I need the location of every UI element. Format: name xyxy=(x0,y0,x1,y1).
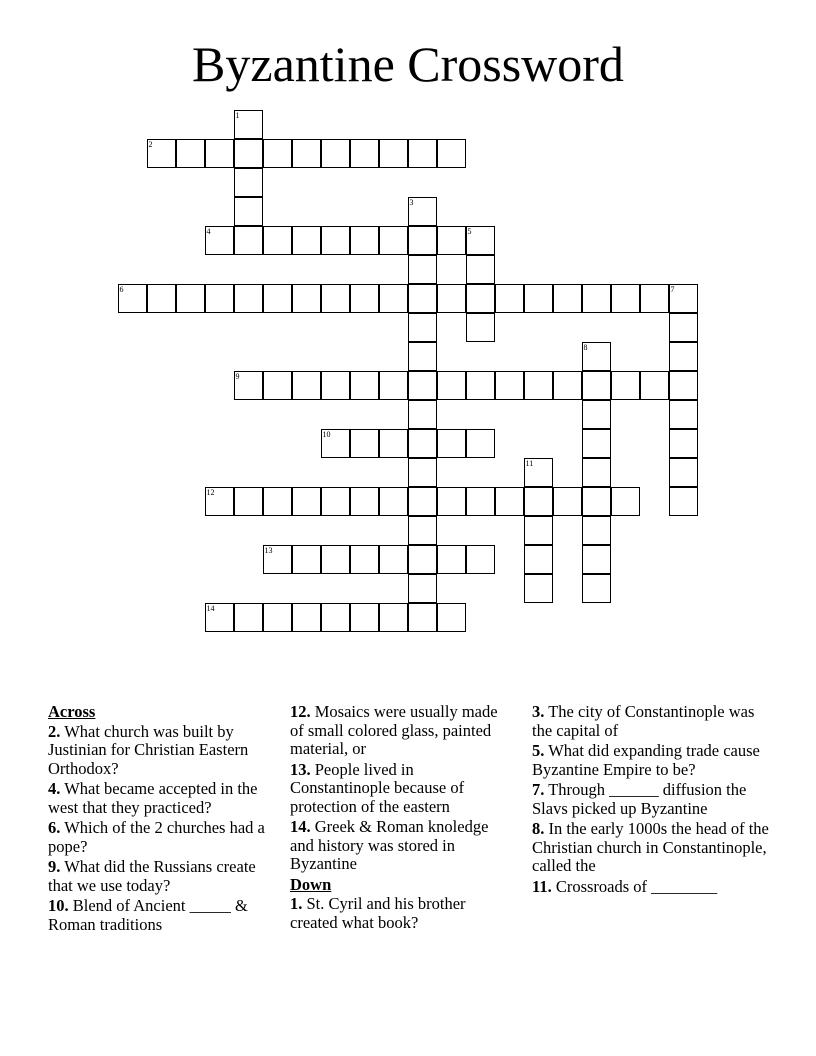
grid-cell[interactable] xyxy=(466,255,495,284)
grid-cell[interactable] xyxy=(263,139,292,168)
grid-cell[interactable] xyxy=(466,371,495,400)
clue-number: 12 xyxy=(206,488,215,497)
grid-cell[interactable] xyxy=(321,284,350,313)
grid-cell[interactable] xyxy=(379,487,408,516)
clue-down-11: 11. Crossroads of ________ xyxy=(532,876,718,896)
grid-cell[interactable] xyxy=(582,516,611,545)
grid-cell[interactable] xyxy=(350,139,379,168)
clues-column-2 xyxy=(290,703,515,934)
grid-cell[interactable] xyxy=(321,429,350,458)
clue-number: 10 xyxy=(322,430,331,439)
grid-cell[interactable] xyxy=(582,342,611,371)
clue-across-10: 10. Blend of Ancient _____ & Roman traditions xyxy=(48,896,248,934)
grid-cell[interactable] xyxy=(234,487,263,516)
grid-cell[interactable] xyxy=(234,371,263,400)
grid-cell[interactable] xyxy=(408,313,437,342)
grid-cell[interactable] xyxy=(292,284,321,313)
grid-cell[interactable] xyxy=(321,487,350,516)
clue-number: 14 xyxy=(206,604,215,613)
page-title: Byzantine Crossword xyxy=(192,36,624,92)
grid-cell[interactable] xyxy=(408,342,437,371)
grid-cell[interactable] xyxy=(466,226,495,255)
grid-cell[interactable] xyxy=(582,429,611,458)
grid-cell[interactable] xyxy=(321,139,350,168)
grid-cell[interactable] xyxy=(495,371,524,400)
grid-cell[interactable] xyxy=(408,197,437,226)
grid-cell[interactable] xyxy=(669,284,698,313)
grid-cell[interactable] xyxy=(466,487,495,516)
grid-cell[interactable] xyxy=(408,458,437,487)
grid-cell[interactable] xyxy=(408,371,437,400)
grid-cell[interactable] xyxy=(321,603,350,632)
clue-across-9: 9. What did the Russians create that we use today? xyxy=(48,857,256,895)
grid-cell[interactable] xyxy=(582,574,611,603)
grid-cell[interactable] xyxy=(350,429,379,458)
grid-cell[interactable] xyxy=(292,487,321,516)
grid-cell[interactable] xyxy=(263,545,292,574)
grid-cell[interactable] xyxy=(379,226,408,255)
grid-cell[interactable] xyxy=(553,487,582,516)
grid-cell[interactable] xyxy=(205,603,234,632)
grid-cell[interactable] xyxy=(408,139,437,168)
grid-cell[interactable] xyxy=(466,545,495,574)
grid-cell[interactable] xyxy=(408,603,437,632)
grid-cell[interactable] xyxy=(582,545,611,574)
grid-cell[interactable] xyxy=(379,603,408,632)
grid-cell[interactable] xyxy=(437,545,466,574)
grid-cell[interactable] xyxy=(292,226,321,255)
grid-cell[interactable] xyxy=(553,284,582,313)
grid-cell[interactable] xyxy=(350,545,379,574)
clue-number: 13 xyxy=(264,546,273,555)
grid-cell[interactable] xyxy=(292,139,321,168)
clue-number: 11 xyxy=(525,459,534,468)
grid-cell[interactable] xyxy=(292,603,321,632)
grid-cell[interactable] xyxy=(234,168,263,197)
grid-cell[interactable] xyxy=(408,255,437,284)
grid-cell[interactable] xyxy=(524,545,553,574)
clue-across-12: 12. Mosaics were usually made of small colored glass, painted material, or xyxy=(290,702,498,758)
grid-cell[interactable] xyxy=(669,429,698,458)
grid-cell[interactable] xyxy=(234,197,263,226)
grid-cell[interactable] xyxy=(669,371,698,400)
clue-down-7: 7. Through ______ diffusion the Slavs picked up Byzantine xyxy=(532,780,747,818)
grid-cell[interactable] xyxy=(321,371,350,400)
grid-cell[interactable] xyxy=(524,284,553,313)
grid-cell[interactable] xyxy=(524,516,553,545)
grid-cell[interactable] xyxy=(263,603,292,632)
grid-cell[interactable] xyxy=(147,139,176,168)
grid-cell[interactable] xyxy=(437,226,466,255)
grid-cell[interactable] xyxy=(437,371,466,400)
grid-cell[interactable] xyxy=(234,139,263,168)
grid-cell[interactable] xyxy=(205,487,234,516)
grid-cell[interactable] xyxy=(408,574,437,603)
clue-number: 9 xyxy=(235,372,240,381)
grid-cell[interactable] xyxy=(582,371,611,400)
grid-cell[interactable] xyxy=(292,371,321,400)
grid-cell[interactable] xyxy=(524,371,553,400)
grid-cell[interactable] xyxy=(321,545,350,574)
grid-cell[interactable] xyxy=(640,371,669,400)
grid-cell[interactable] xyxy=(640,284,669,313)
grid-cell[interactable] xyxy=(350,284,379,313)
grid-cell[interactable] xyxy=(408,400,437,429)
clue-across-6: 6. Which of the 2 churches had a pope? xyxy=(48,818,265,856)
grid-cell[interactable] xyxy=(350,371,379,400)
grid-cell[interactable] xyxy=(205,226,234,255)
grid-cell[interactable] xyxy=(437,487,466,516)
down-header: Down xyxy=(290,874,332,894)
clue-number: 3 xyxy=(409,198,414,207)
grid-cell[interactable] xyxy=(350,226,379,255)
grid-cell[interactable] xyxy=(466,284,495,313)
grid-cell[interactable] xyxy=(669,313,698,342)
grid-cell[interactable] xyxy=(466,429,495,458)
grid-cell[interactable] xyxy=(234,603,263,632)
grid-cell[interactable] xyxy=(263,284,292,313)
grid-cell[interactable] xyxy=(118,284,147,313)
grid-cell[interactable] xyxy=(582,487,611,516)
grid-cell[interactable] xyxy=(582,458,611,487)
grid-cell[interactable] xyxy=(379,429,408,458)
grid-cell[interactable] xyxy=(321,226,350,255)
grid-cell[interactable] xyxy=(669,458,698,487)
grid-cell[interactable] xyxy=(379,545,408,574)
clue-down-1: 1. St. Cyril and his brother created what book? xyxy=(290,894,466,932)
clue-across-4: 4. What became accepted in the west that they practiced? xyxy=(48,779,258,817)
grid-cell[interactable] xyxy=(524,574,553,603)
grid-cell[interactable] xyxy=(437,284,466,313)
clues-column-1 xyxy=(48,703,268,936)
grid-cell[interactable] xyxy=(263,226,292,255)
grid-cell[interactable] xyxy=(437,429,466,458)
grid-cell[interactable] xyxy=(205,284,234,313)
grid-cell[interactable] xyxy=(176,139,205,168)
grid-cell[interactable] xyxy=(408,429,437,458)
clue-across-14: 14. Greek & Roman knoledge and history was stored in Byzantine xyxy=(290,817,489,873)
grid-cell[interactable] xyxy=(524,487,553,516)
clue-number: 7 xyxy=(670,285,675,294)
grid-cell[interactable] xyxy=(466,313,495,342)
clue-number: 4 xyxy=(206,227,211,236)
grid-cell[interactable] xyxy=(582,400,611,429)
clue-number: 8 xyxy=(583,343,588,352)
grid-cell[interactable] xyxy=(408,516,437,545)
clue-number: 2 xyxy=(148,140,153,149)
clue-number: 5 xyxy=(467,227,472,236)
grid-cell[interactable] xyxy=(379,139,408,168)
grid-cell[interactable] xyxy=(176,284,205,313)
grid-cell[interactable] xyxy=(234,284,263,313)
grid-cell[interactable] xyxy=(350,603,379,632)
grid-cell[interactable] xyxy=(611,284,640,313)
grid-cell[interactable] xyxy=(379,371,408,400)
grid-cell[interactable] xyxy=(292,545,321,574)
grid-cell[interactable] xyxy=(408,284,437,313)
grid-cell[interactable] xyxy=(582,284,611,313)
grid-cell[interactable] xyxy=(524,458,553,487)
grid-cell[interactable] xyxy=(147,284,176,313)
grid-cell[interactable] xyxy=(408,226,437,255)
grid-cell[interactable] xyxy=(669,400,698,429)
clue-down-5: 5. What did expanding trade cause Byzantine Empire to be? xyxy=(532,741,760,779)
grid-cell[interactable] xyxy=(408,545,437,574)
grid-cell[interactable] xyxy=(437,139,466,168)
grid-cell[interactable] xyxy=(437,603,466,632)
grid-cell[interactable] xyxy=(205,139,234,168)
across-header: Across xyxy=(48,702,96,721)
grid-cell[interactable] xyxy=(234,110,263,139)
clue-across-13: 13. People lived in Constantinople because of protection of the eastern xyxy=(290,759,465,816)
clue-down-3: 3. The city of Constantinople was the capital of xyxy=(532,702,755,740)
clue-number: 6 xyxy=(119,285,124,294)
clues-column-3 xyxy=(532,703,772,898)
grid-cell[interactable] xyxy=(669,342,698,371)
grid-cell[interactable] xyxy=(263,371,292,400)
grid-cell[interactable] xyxy=(234,226,263,255)
grid-cell[interactable] xyxy=(495,284,524,313)
grid-cell[interactable] xyxy=(408,487,437,516)
grid-cell[interactable] xyxy=(379,284,408,313)
clue-down-8: 8. In the early 1000s the head of the Christian church in Constantinople, called the xyxy=(532,819,769,875)
grid-cell[interactable] xyxy=(553,371,582,400)
grid-cell[interactable] xyxy=(495,487,524,516)
grid-cell[interactable] xyxy=(263,487,292,516)
clue-number: 1 xyxy=(235,111,240,120)
grid-cell[interactable] xyxy=(350,487,379,516)
grid-cell[interactable] xyxy=(611,487,640,516)
clue-across-2: 2. What church was built by Justinian for Christian Eastern Orthodox? xyxy=(48,721,249,778)
grid-cell[interactable] xyxy=(669,487,698,516)
grid-cell[interactable] xyxy=(611,371,640,400)
